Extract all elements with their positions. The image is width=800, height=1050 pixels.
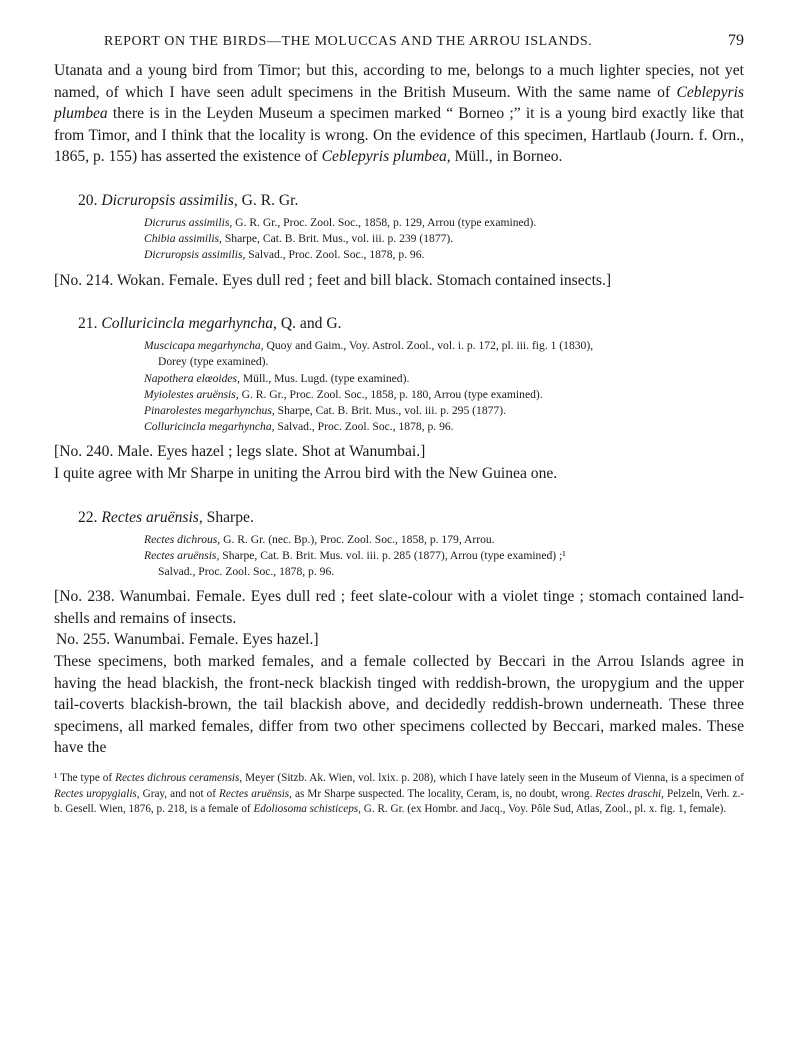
intro-text-a: Utanata and a young bird from Timor; but this, according to me, belongs to a much lighter species, not yet named, of which I have seen adult specimens in the British Museum. With the same name of [54,62,744,101]
synonym-name: Dicrurus assimilis, [144,215,233,229]
species-name: Rectes aruënsis, [101,508,203,526]
species-heading-21 [78,313,744,334]
footnote-text: Pelzeln, Verh. z.-b. Gesell. Wien, 1876, p. 218, is a female of [54,787,745,816]
synonym-line [144,548,744,564]
intro-text-c: Müll., in Borneo. [450,148,563,166]
page [54,34,744,818]
synonym-line [144,387,744,403]
synonym-line [144,231,744,247]
synonym-name: Napothera elœoides, [144,371,240,385]
synonym-name: Rectes aruënsis, [144,548,220,562]
footnote-text: Meyer (Sitzb. Ak. Wien, vol. lxix. p. 208), which I have lately seen in the Museum of Vienna, is a specimen of [242,771,744,784]
footnote-species: Rectes aruënsis, [219,787,292,800]
synonym-name: Dicruropsis assimilis, [144,248,246,262]
field-note-22a: [No. 238. Wanumbai. Female. Eyes dull red ; feet slate-colour with a violet tinge ; stomach contained land-shells and remains of insects. [54,588,744,627]
footnote-species: Rectes uropygialis, [54,787,140,800]
species-heading-20 [78,190,744,211]
synonym-ref: Sharpe, Cat. B. Brit. Mus., vol. iii. p. 295 (1877). [274,403,506,417]
synonym-ref: Müll., Mus. Lugd. (type examined). [239,371,410,385]
footnote-species: Rectes draschi, [595,787,664,800]
synonym-name: Colluricincla megarhyncha, [144,420,275,434]
synonym-ref: Salvad., Proc. Zool. Soc., 1878, p. 96. [274,420,454,434]
footnote-species: Rectes dichrous ceramensis, [115,771,243,784]
intro-species-b: Ceblepyris plumbea, [321,148,451,166]
field-note-21: [No. 240. Male. Eyes hazel ; legs slate. Shot at Wanumbai.] [54,443,426,461]
synonym-name: Pinarolestes megarhynchus, [144,403,275,417]
synonym-line [144,215,744,231]
synonym-line [144,403,744,419]
synonym-ref: Dorey (type examined). [158,355,269,369]
intro-species-a: Ceblepyris plumbea [54,83,744,123]
footnote-mark: ¹ [54,771,58,784]
footnote-text: The type of [57,771,116,784]
species-author: Sharpe. [202,508,254,526]
synonym-name: Myiolestes aruënsis, [144,387,239,401]
page-number: 79 [728,32,744,49]
synonym-ref: Salvad., Proc. Zool. Soc., 1878, p. 96. [158,564,335,578]
species-number: 20. [78,191,98,209]
footnote-species: Edoliosoma schisticeps, [253,803,361,816]
synonym-name: Chibia assimilis, [144,232,222,246]
footnote-text: as Mr Sharpe suspected. The locality, Ceram, is, no doubt, wrong. [291,787,596,800]
species-heading-22 [78,507,744,528]
synonymy-21 [54,338,744,435]
intro-text-b: there is in the Leyden Museum a specimen marked “ Borneo ;” it is a young bird exactly like that from Timor, and I think that the locality is wrong. On the evidence of this specimen, Hartlaub (Journ. f. Orn., 1865, p. 155) has asserted the existence of [54,105,744,166]
footnote-text: Gray, and not of [139,787,220,800]
synonym-line [158,354,744,370]
species-author: G. R. Gr. [237,191,299,209]
remark-21: I quite agree with Mr Sharpe in uniting the Arrou bird with the New Guinea one. [54,464,558,482]
discussion-paragraph: These specimens, both marked females, and a female collected by Beccari in the Arrou Islands agree in having the head blackish, the front-neck blackish tinged with reddish-brown, the uropygium and the upper tail-coverts blackish-brown, the tail blackish above, and decidedly reddish-brown underneath. These three specimens, all marked females, differ from two other specimens collected by Beccari, marked males. These have the [54,652,744,757]
running-title: REPORT ON THE BIRDS—THE MOLUCCAS AND THE ARROU ISLANDS. [104,34,593,49]
synonym-line [144,247,744,263]
footnote-text: G. R. Gr. (ex Hombr. and Jacq., Voy. Pôle Sud, Atlas, Zool., pl. x. fig. 1, female). [360,803,727,816]
synonym-line [144,532,744,548]
intro-paragraph [54,60,744,168]
synonym-line [144,419,744,435]
synonym-line [144,371,744,387]
synonym-line [158,564,744,580]
field-note-20: [No. 214. Wokan. Female. Eyes dull red ; feet and bill black. Stomach contained insects.] [54,271,612,289]
synonym-ref: G. R. Gr., Proc. Zool. Soc., 1858, p. 180, Arrou (type examined). [238,387,543,401]
synonym-ref: G. R. Gr., Proc. Zool. Soc., 1858, p. 129, Arrou (type examined). [232,215,537,229]
species-number: 22. [78,508,98,526]
footnote [54,771,744,818]
synonym-ref: Sharpe, Cat. B. Brit. Mus., vol. iii. p. 239 (1877). [221,232,454,246]
synonym-name: Muscicapa megarhyncha, [144,339,264,353]
synonym-line [144,338,744,354]
species-author: Q. and G. [276,315,342,333]
synonymy-22 [54,532,744,581]
synonym-ref: G. R. Gr. (nec. Bp.), Proc. Zool. Soc., 1858, p. 179, Arrou. [220,532,495,546]
synonym-ref: Salvad., Proc. Zool. Soc., 1878, p. 96. [245,248,425,262]
synonym-ref: Sharpe, Cat. B. Brit. Mus. vol. iii. p. 285 (1877), Arrou (type examined) ;¹ [219,548,566,562]
field-note-22b: No. 255. Wanumbai. Female. Eyes hazel.] [56,631,319,649]
species-name: Dicruropsis assimilis, [101,191,238,209]
synonym-ref: Quoy and Gaim., Voy. Astrol. Zool., vol. i. p. 172, pl. iii. fig. 1 (1830), [263,339,594,353]
page-header [54,34,744,60]
species-number: 21. [78,315,98,333]
species-name: Colluricincla megarhyncha, [101,315,277,333]
synonymy-20 [54,215,744,264]
synonym-name: Rectes dichrous, [144,532,221,546]
